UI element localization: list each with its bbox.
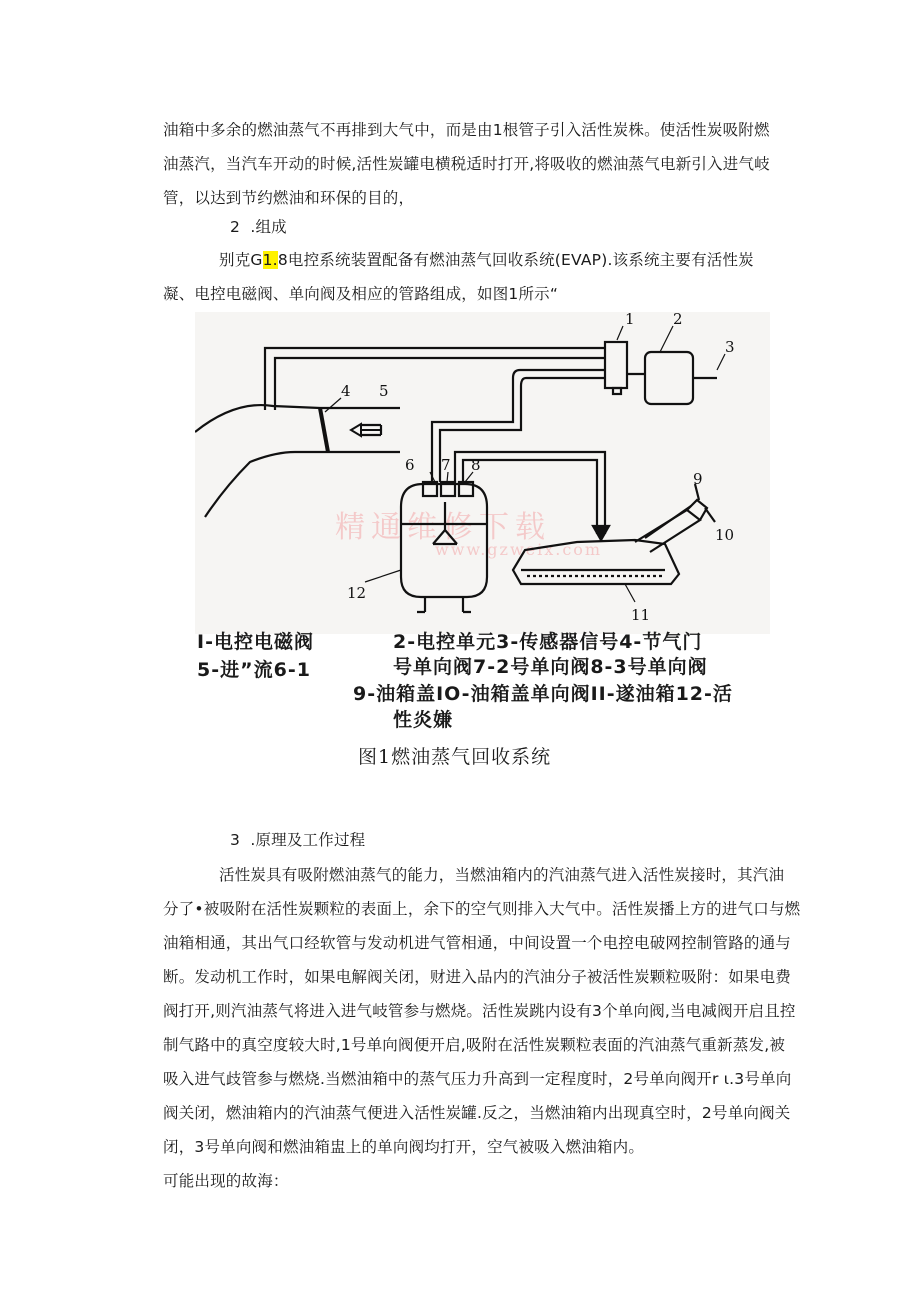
section-2-line-2: 凝、电控电磁阀、单向阀及相应的管路组成，如图1所示“ xyxy=(163,285,559,303)
section-3-line-7: 吸入进气歧管参与燃烧.当燃油箱中的蒸气压力升高到一定程度时，2号单向阀开r ι.3号单向 xyxy=(163,1070,792,1088)
label-6: 6 xyxy=(405,456,415,474)
faults-heading: 可能出现的故海： xyxy=(163,1172,289,1190)
label-9: 9 xyxy=(693,470,703,488)
legend-left-2: 5-进”流6-1 xyxy=(197,659,311,681)
figure-caption: 图1燃油蒸气回收系统 xyxy=(358,746,552,768)
label-4: 4 xyxy=(341,382,351,400)
label-5: 5 xyxy=(379,382,389,400)
section-3-line-9: 闭，3号单向阀和燃油箱盅上的单向阀均打开，空气被吸入燃油箱内。 xyxy=(163,1138,645,1156)
label-10: 10 xyxy=(715,526,735,544)
evap-system-diagram xyxy=(195,312,770,634)
section-3-line-1: 活性炭具有吸附燃油蒸气的能力，当燃油箱内的汽油蒸气进入活性炭接时，其汽油 xyxy=(219,866,785,884)
section-2-line-1 xyxy=(219,243,754,277)
legend-line-3: 9-油箱盖IO-油箱盖单向阀II-遂油箱12-活 xyxy=(353,683,733,705)
legend-right-2: 号单向阀7-2号单向阀8-3号单向阀 xyxy=(393,656,708,678)
section-3-line-3: 油箱相通，其出气口经软管与发动机进气管相通，中间设置一个电控电破网控制管路的通与 xyxy=(163,934,792,952)
section-3-heading: 3 .原理及工作过程 xyxy=(230,831,366,849)
label-3: 3 xyxy=(725,338,735,356)
intro-line-3: 管，以达到节约燃油和环保的目的， xyxy=(163,189,415,207)
watermark-text: 精通维修下载 xyxy=(335,510,551,545)
section-3-line-5: 阀打开,则汽油蒸气将进入进气岐管参与燃烧。活性炭跳内设有3个单向阀,当电减阀开启且控 xyxy=(163,1002,796,1020)
section-2-heading: 2 .组成 xyxy=(230,218,287,236)
legend-right-1: 2-电控单元3-传感器信号4-节气门 xyxy=(393,631,703,653)
section-3-line-6: 制气路中的真空度较大时,1号单向阀便开启,吸附在活性炭颗粒表面的汽油蒸气重新蒸发,被 xyxy=(163,1036,786,1054)
section-2-line-1-post: 8电控系统装置配备有燃油蒸气回收系统(EVAP).该系统主要有活性炭 xyxy=(277,251,754,269)
label-8: 8 xyxy=(471,456,481,474)
intro-line-2: 油蒸汽，当汽车开动的时候,活性炭罐电横税适时打开,将吸收的燃油蒸气电新引入进气岐 xyxy=(163,155,770,173)
label-2: 2 xyxy=(673,312,683,328)
legend-line-4: 性炎嫌 xyxy=(393,709,454,731)
legend-left-1: I-电控电磁阀 xyxy=(197,631,314,653)
label-7: 7 xyxy=(441,456,451,474)
section-3-line-8: 阀关闭，燃油箱内的汽油蒸气便进入活性炭罐.反之，当燃油箱内出现真空时，2号单向阀关 xyxy=(163,1104,791,1122)
highlighted-text: 1. xyxy=(262,251,278,269)
label-1: 1 xyxy=(625,312,635,328)
intro-line-1: 油箱中多余的燃油蒸气不再排到大气中，而是由1根管子引入活性炭株。使活性炭吸附燃 xyxy=(163,121,770,139)
section-3-line-4: 断。发动机工作时，如果电解阀关闭，财进入品内的汽油分子被活性炭颗粒吸附：如果电费 xyxy=(163,968,792,986)
label-12: 12 xyxy=(347,584,367,602)
section-2-line-1-pre: 别克G xyxy=(219,251,263,269)
diagram-svg xyxy=(195,312,770,634)
watermark-url: www.gzweix.com xyxy=(435,540,603,559)
label-11: 11 xyxy=(631,606,651,624)
section-3-line-2: 分了•被吸附在活性炭颗粒的表面上，余下的空气则排入大气中。活性炭播上方的进气口与燃 xyxy=(163,900,801,918)
